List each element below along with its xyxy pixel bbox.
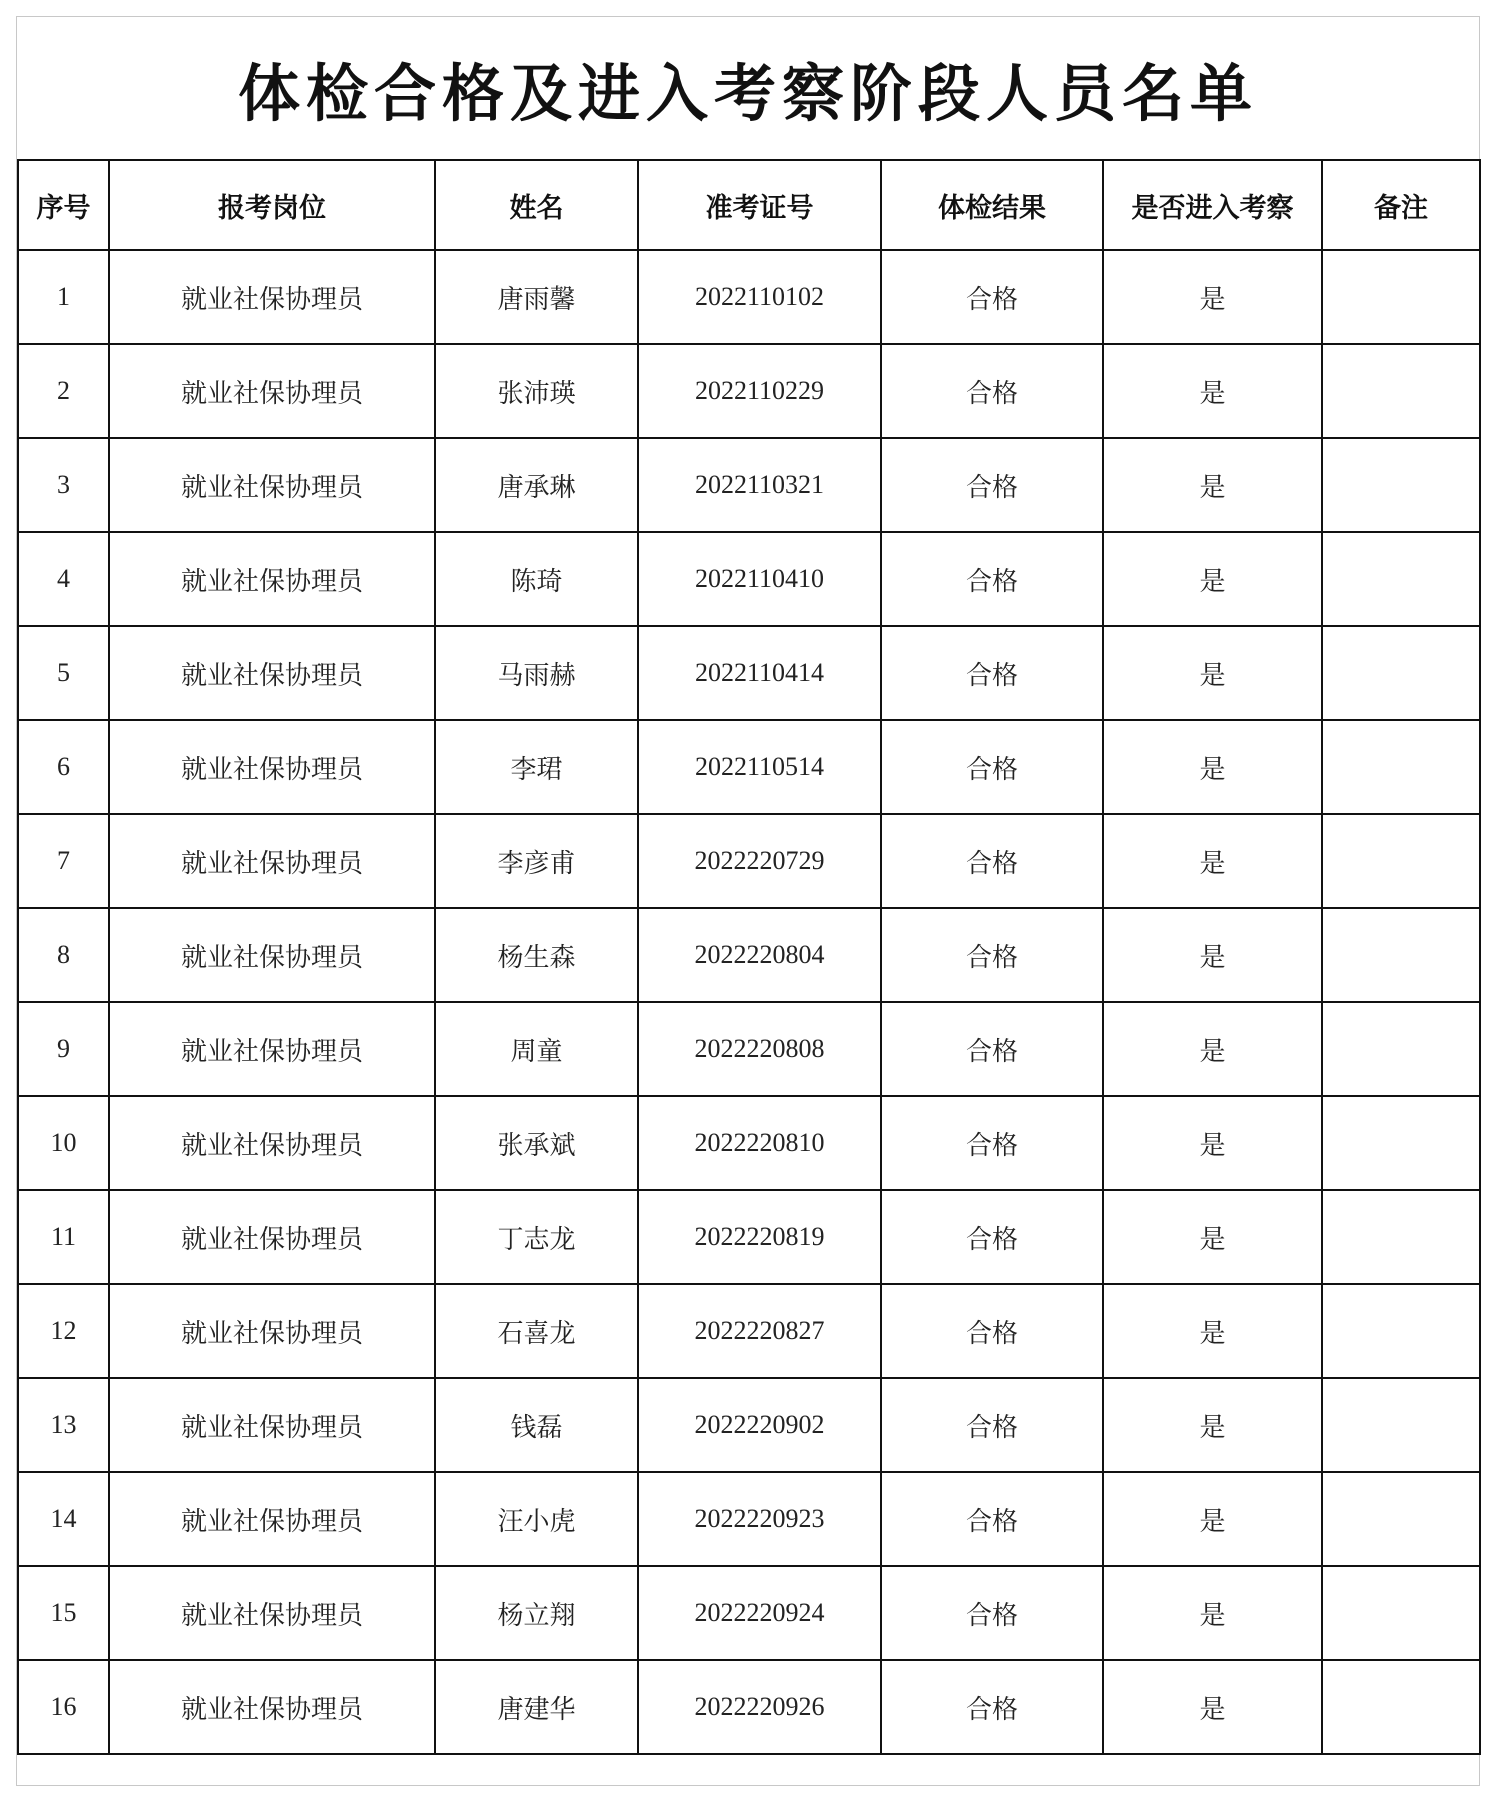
cell-position: 就业社保协理员: [109, 908, 435, 1002]
cell-note: [1322, 1660, 1480, 1754]
table-row: [18, 438, 1480, 532]
cell-ticket: 2022220729: [638, 814, 881, 908]
cell-name: 唐建华: [435, 1660, 638, 1754]
cell-no: 11: [18, 1190, 109, 1284]
cell-ticket: 2022220804: [638, 908, 881, 1002]
cell-result: 合格: [881, 1472, 1103, 1566]
cell-enter: 是: [1103, 626, 1322, 720]
cell-position: 就业社保协理员: [109, 1190, 435, 1284]
cell-position: 就业社保协理员: [109, 438, 435, 532]
header-cell-result: 体检结果: [881, 160, 1103, 250]
cell-ticket: 2022110410: [638, 532, 881, 626]
cell-name: 杨立翔: [435, 1566, 638, 1660]
cell-position: 就业社保协理员: [109, 1378, 435, 1472]
header-cell-position: 报考岗位: [109, 160, 435, 250]
cell-position: 就业社保协理员: [109, 1472, 435, 1566]
cell-position: 就业社保协理员: [109, 1284, 435, 1378]
cell-enter: 是: [1103, 814, 1322, 908]
cell-result: 合格: [881, 908, 1103, 1002]
cell-result: 合格: [881, 1284, 1103, 1378]
cell-name: 唐雨馨: [435, 250, 638, 344]
cell-ticket: 2022220924: [638, 1566, 881, 1660]
header-cell-note: 备注: [1322, 160, 1480, 250]
table-row: [18, 814, 1480, 908]
cell-note: [1322, 1190, 1480, 1284]
cell-ticket: 2022220827: [638, 1284, 881, 1378]
cell-result: 合格: [881, 250, 1103, 344]
cell-enter: 是: [1103, 250, 1322, 344]
cell-name: 陈琦: [435, 532, 638, 626]
cell-name: 张承斌: [435, 1096, 638, 1190]
cell-enter: 是: [1103, 908, 1322, 1002]
cell-position: 就业社保协理员: [109, 626, 435, 720]
header-cell-name: 姓名: [435, 160, 638, 250]
cell-ticket: 2022110229: [638, 344, 881, 438]
cell-no: 7: [18, 814, 109, 908]
cell-ticket: 2022220808: [638, 1002, 881, 1096]
title-bar: [17, 17, 1479, 159]
cell-no: 15: [18, 1566, 109, 1660]
table-row: [18, 344, 1480, 438]
cell-position: 就业社保协理员: [109, 1660, 435, 1754]
cell-no: 10: [18, 1096, 109, 1190]
table-row: [18, 1284, 1480, 1378]
cell-name: 张沛瑛: [435, 344, 638, 438]
cell-ticket: 2022110102: [638, 250, 881, 344]
cell-result: 合格: [881, 1660, 1103, 1754]
table-row: [18, 1378, 1480, 1472]
cell-enter: 是: [1103, 532, 1322, 626]
cell-ticket: 2022220926: [638, 1660, 881, 1754]
cell-name: 周童: [435, 1002, 638, 1096]
cell-result: 合格: [881, 814, 1103, 908]
cell-name: 汪小虎: [435, 1472, 638, 1566]
table-row: [18, 1190, 1480, 1284]
cell-name: 李彦甫: [435, 814, 638, 908]
cell-no: 3: [18, 438, 109, 532]
cell-result: 合格: [881, 344, 1103, 438]
cell-result: 合格: [881, 1378, 1103, 1472]
cell-position: 就业社保协理员: [109, 250, 435, 344]
cell-ticket: 2022220819: [638, 1190, 881, 1284]
cell-enter: 是: [1103, 344, 1322, 438]
header-cell-ticket: 准考证号: [638, 160, 881, 250]
cell-name: 李珺: [435, 720, 638, 814]
cell-enter: 是: [1103, 1190, 1322, 1284]
table-row: [18, 1566, 1480, 1660]
page-title: 体检合格及进入考察阶段人员名单: [237, 56, 1258, 130]
cell-no: 14: [18, 1472, 109, 1566]
table-row: [18, 908, 1480, 1002]
table-row: [18, 1660, 1480, 1754]
cell-no: 13: [18, 1378, 109, 1472]
cell-enter: 是: [1103, 1284, 1322, 1378]
cell-position: 就业社保协理员: [109, 720, 435, 814]
cell-no: 9: [18, 1002, 109, 1096]
header-row: [18, 160, 1480, 250]
cell-no: 6: [18, 720, 109, 814]
cell-result: 合格: [881, 626, 1103, 720]
cell-name: 唐承琳: [435, 438, 638, 532]
cell-enter: 是: [1103, 1660, 1322, 1754]
roster-table: [17, 159, 1481, 1755]
cell-no: 1: [18, 250, 109, 344]
cell-position: 就业社保协理员: [109, 1002, 435, 1096]
cell-ticket: 2022220810: [638, 1096, 881, 1190]
cell-note: [1322, 814, 1480, 908]
cell-enter: 是: [1103, 1096, 1322, 1190]
cell-note: [1322, 1472, 1480, 1566]
cell-no: 4: [18, 532, 109, 626]
cell-position: 就业社保协理员: [109, 814, 435, 908]
cell-name: 杨生森: [435, 908, 638, 1002]
cell-no: 2: [18, 344, 109, 438]
cell-result: 合格: [881, 1566, 1103, 1660]
cell-enter: 是: [1103, 720, 1322, 814]
cell-note: [1322, 1566, 1480, 1660]
cell-note: [1322, 532, 1480, 626]
cell-name: 马雨赫: [435, 626, 638, 720]
cell-position: 就业社保协理员: [109, 1566, 435, 1660]
cell-note: [1322, 1378, 1480, 1472]
cell-no: 8: [18, 908, 109, 1002]
cell-enter: 是: [1103, 438, 1322, 532]
cell-note: [1322, 626, 1480, 720]
cell-result: 合格: [881, 1096, 1103, 1190]
cell-ticket: 2022110414: [638, 626, 881, 720]
cell-ticket: 2022110514: [638, 720, 881, 814]
cell-no: 16: [18, 1660, 109, 1754]
cell-note: [1322, 250, 1480, 344]
document-sheet: [16, 16, 1480, 1786]
header-cell-enter: 是否进入考察: [1103, 160, 1322, 250]
cell-no: 5: [18, 626, 109, 720]
table-row: [18, 626, 1480, 720]
table-row: [18, 720, 1480, 814]
table-header: [18, 160, 1480, 250]
cell-ticket: 2022220923: [638, 1472, 881, 1566]
cell-no: 12: [18, 1284, 109, 1378]
table-row: [18, 1472, 1480, 1566]
table-row: [18, 250, 1480, 344]
cell-note: [1322, 344, 1480, 438]
cell-enter: 是: [1103, 1472, 1322, 1566]
cell-position: 就业社保协理员: [109, 1096, 435, 1190]
cell-position: 就业社保协理员: [109, 344, 435, 438]
cell-name: 钱磊: [435, 1378, 638, 1472]
cell-note: [1322, 1002, 1480, 1096]
cell-note: [1322, 720, 1480, 814]
cell-enter: 是: [1103, 1002, 1322, 1096]
table-row: [18, 1096, 1480, 1190]
cell-position: 就业社保协理员: [109, 532, 435, 626]
cell-note: [1322, 1096, 1480, 1190]
cell-ticket: 2022220902: [638, 1378, 881, 1472]
header-cell-no: 序号: [18, 160, 109, 250]
cell-name: 石喜龙: [435, 1284, 638, 1378]
cell-result: 合格: [881, 1002, 1103, 1096]
cell-name: 丁志龙: [435, 1190, 638, 1284]
table-row: [18, 532, 1480, 626]
cell-result: 合格: [881, 1190, 1103, 1284]
table-body: [18, 250, 1480, 1754]
cell-result: 合格: [881, 438, 1103, 532]
cell-enter: 是: [1103, 1566, 1322, 1660]
cell-result: 合格: [881, 720, 1103, 814]
cell-enter: 是: [1103, 1378, 1322, 1472]
table-row: [18, 1002, 1480, 1096]
cell-note: [1322, 908, 1480, 1002]
cell-note: [1322, 438, 1480, 532]
cell-note: [1322, 1284, 1480, 1378]
cell-result: 合格: [881, 532, 1103, 626]
cell-ticket: 2022110321: [638, 438, 881, 532]
